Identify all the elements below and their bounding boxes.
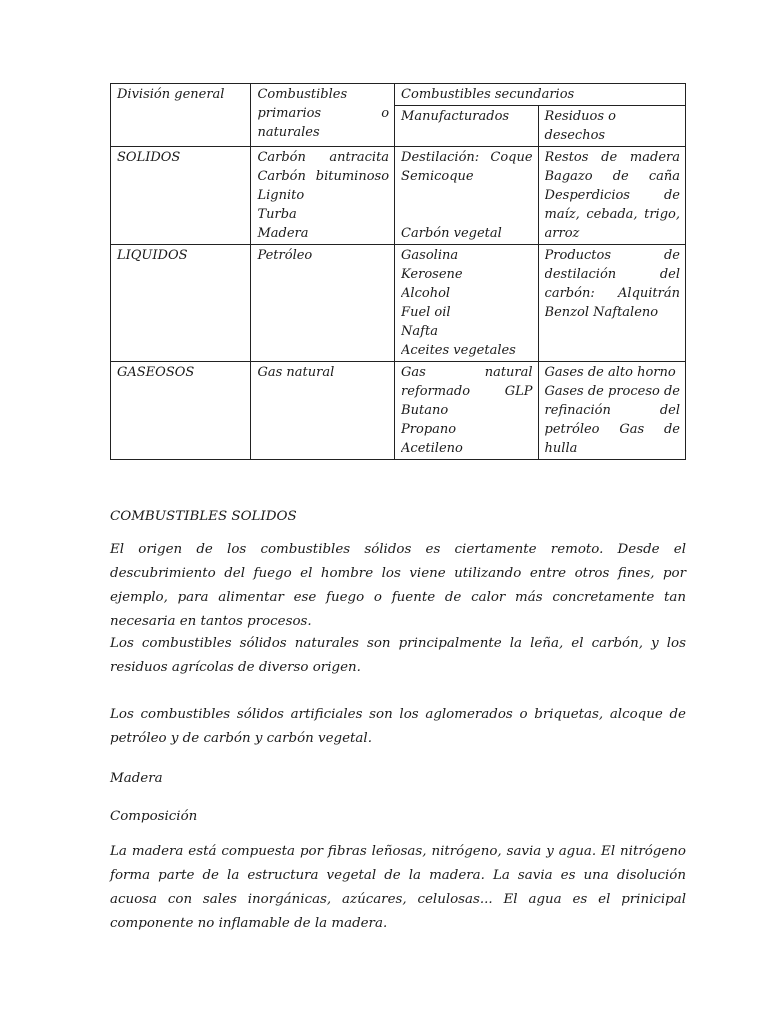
cell-line: Petróleo (257, 248, 313, 263)
header-manufactured: Manufacturados (395, 106, 539, 147)
cell-waste (538, 147, 685, 245)
cell-line: Lignito (257, 188, 305, 203)
cell-line: Semicoque (401, 169, 474, 184)
table-row-liquidos (111, 245, 686, 362)
header-primary-line: primarios o (257, 106, 390, 121)
cell-line: carbón: Alquitrán (544, 286, 680, 301)
table-header-row (111, 84, 686, 106)
table-row-solidos (111, 147, 686, 245)
cell-waste (538, 245, 685, 362)
paragraph: El origen de los combustibles sólidos es ciertamente remoto. Desde el descubrimiento del fuego el hombre los viene utilizando entre otros fines, por ejemplo, para alimentar ese fuego o fuente de calor más concretamente tan necesaria en tantos procesos. (110, 542, 686, 629)
header-primary-line: Combustibles (257, 87, 348, 102)
table-row-gaseosos (111, 362, 686, 460)
subheading-madera: Madera (110, 771, 163, 786)
cell-line: refinación del (544, 403, 680, 418)
cell-line: Nafta (401, 324, 438, 339)
fuel-classification-table (110, 83, 686, 460)
cell-line: Acetileno (401, 441, 463, 456)
subheading-composicion: Composición (110, 809, 198, 824)
cell-line: Madera (257, 226, 309, 241)
header-primary-line: naturales (257, 125, 320, 140)
cell-line: hulla (544, 441, 578, 456)
cell-line: Carbón vegetal (401, 226, 502, 241)
cell-primary (251, 362, 395, 460)
cell-line: Gases de alto horno (544, 365, 676, 380)
cell-line: Gasolina (401, 248, 459, 263)
header-waste: Residuos o desechos (538, 106, 685, 147)
cell-line: Productos de (544, 248, 680, 263)
cell-line: reformado GLP (401, 384, 533, 399)
header-secondary: Combustibles secundarios (395, 84, 686, 106)
cell-manufactured (395, 362, 539, 460)
cell-division: GASEOSOS (111, 362, 251, 460)
paragraph: Los combustibles sólidos artificiales son los aglomerados o briquetas, alcoque de petróleo y de carbón y carbón vegetal. (110, 707, 686, 746)
paragraph: La madera está compuesta por fibras leñosas, nitrógeno, savia y agua. El nitrógeno forma parte de la estructura vegetal de la madera. La savia es una disolución acuosa con sales inorgánicas, azúcares, celulosas... El agua es el prinicipal componente no inflamable de la madera. (110, 844, 686, 931)
cell-line: Alcohol (401, 286, 451, 301)
cell-line: Desperdicios de (544, 188, 680, 203)
header-division: División general (111, 84, 251, 147)
cell-manufactured (395, 245, 539, 362)
cell-line: Restos de madera (544, 150, 680, 165)
cell-line: Bagazo de caña (544, 169, 680, 184)
cell-division: LIQUIDOS (111, 245, 251, 362)
cell-line: destilación del (544, 267, 680, 282)
paragraph: Los combustibles sólidos naturales son principalmente la leña, el carbón, y los residuos agrícolas de diverso origen. (110, 636, 686, 675)
header-primary (251, 84, 395, 147)
cell-line: Turba (257, 207, 297, 222)
cell-line: maíz, cebada, trigo, (544, 207, 680, 222)
cell-division: SOLIDOS (111, 147, 251, 245)
cell-line: Propano (401, 422, 457, 437)
cell-manufactured (395, 147, 539, 245)
cell-line: Butano (401, 403, 449, 418)
cell-line: Fuel oil (401, 305, 451, 320)
cell-line: Carbón antracita (257, 150, 390, 165)
cell-waste (538, 362, 685, 460)
cell-line: Aceites vegetales (401, 343, 516, 358)
cell-line: Gases de proceso de (544, 384, 680, 399)
cell-line: Gas natural (401, 365, 533, 380)
cell-line: Kerosene (401, 267, 463, 282)
cell-line: Destilación: Coque (401, 150, 533, 165)
cell-primary (251, 245, 395, 362)
cell-primary (251, 147, 395, 245)
cell-line: petróleo Gas de (544, 422, 680, 437)
section-title: COMBUSTIBLES SOLIDOS (110, 509, 297, 524)
cell-line: Carbón bituminoso (257, 169, 390, 184)
cell-line: Gas natural (257, 365, 335, 380)
cell-line: arroz (544, 226, 580, 241)
cell-line: Benzol Naftaleno (544, 305, 659, 320)
